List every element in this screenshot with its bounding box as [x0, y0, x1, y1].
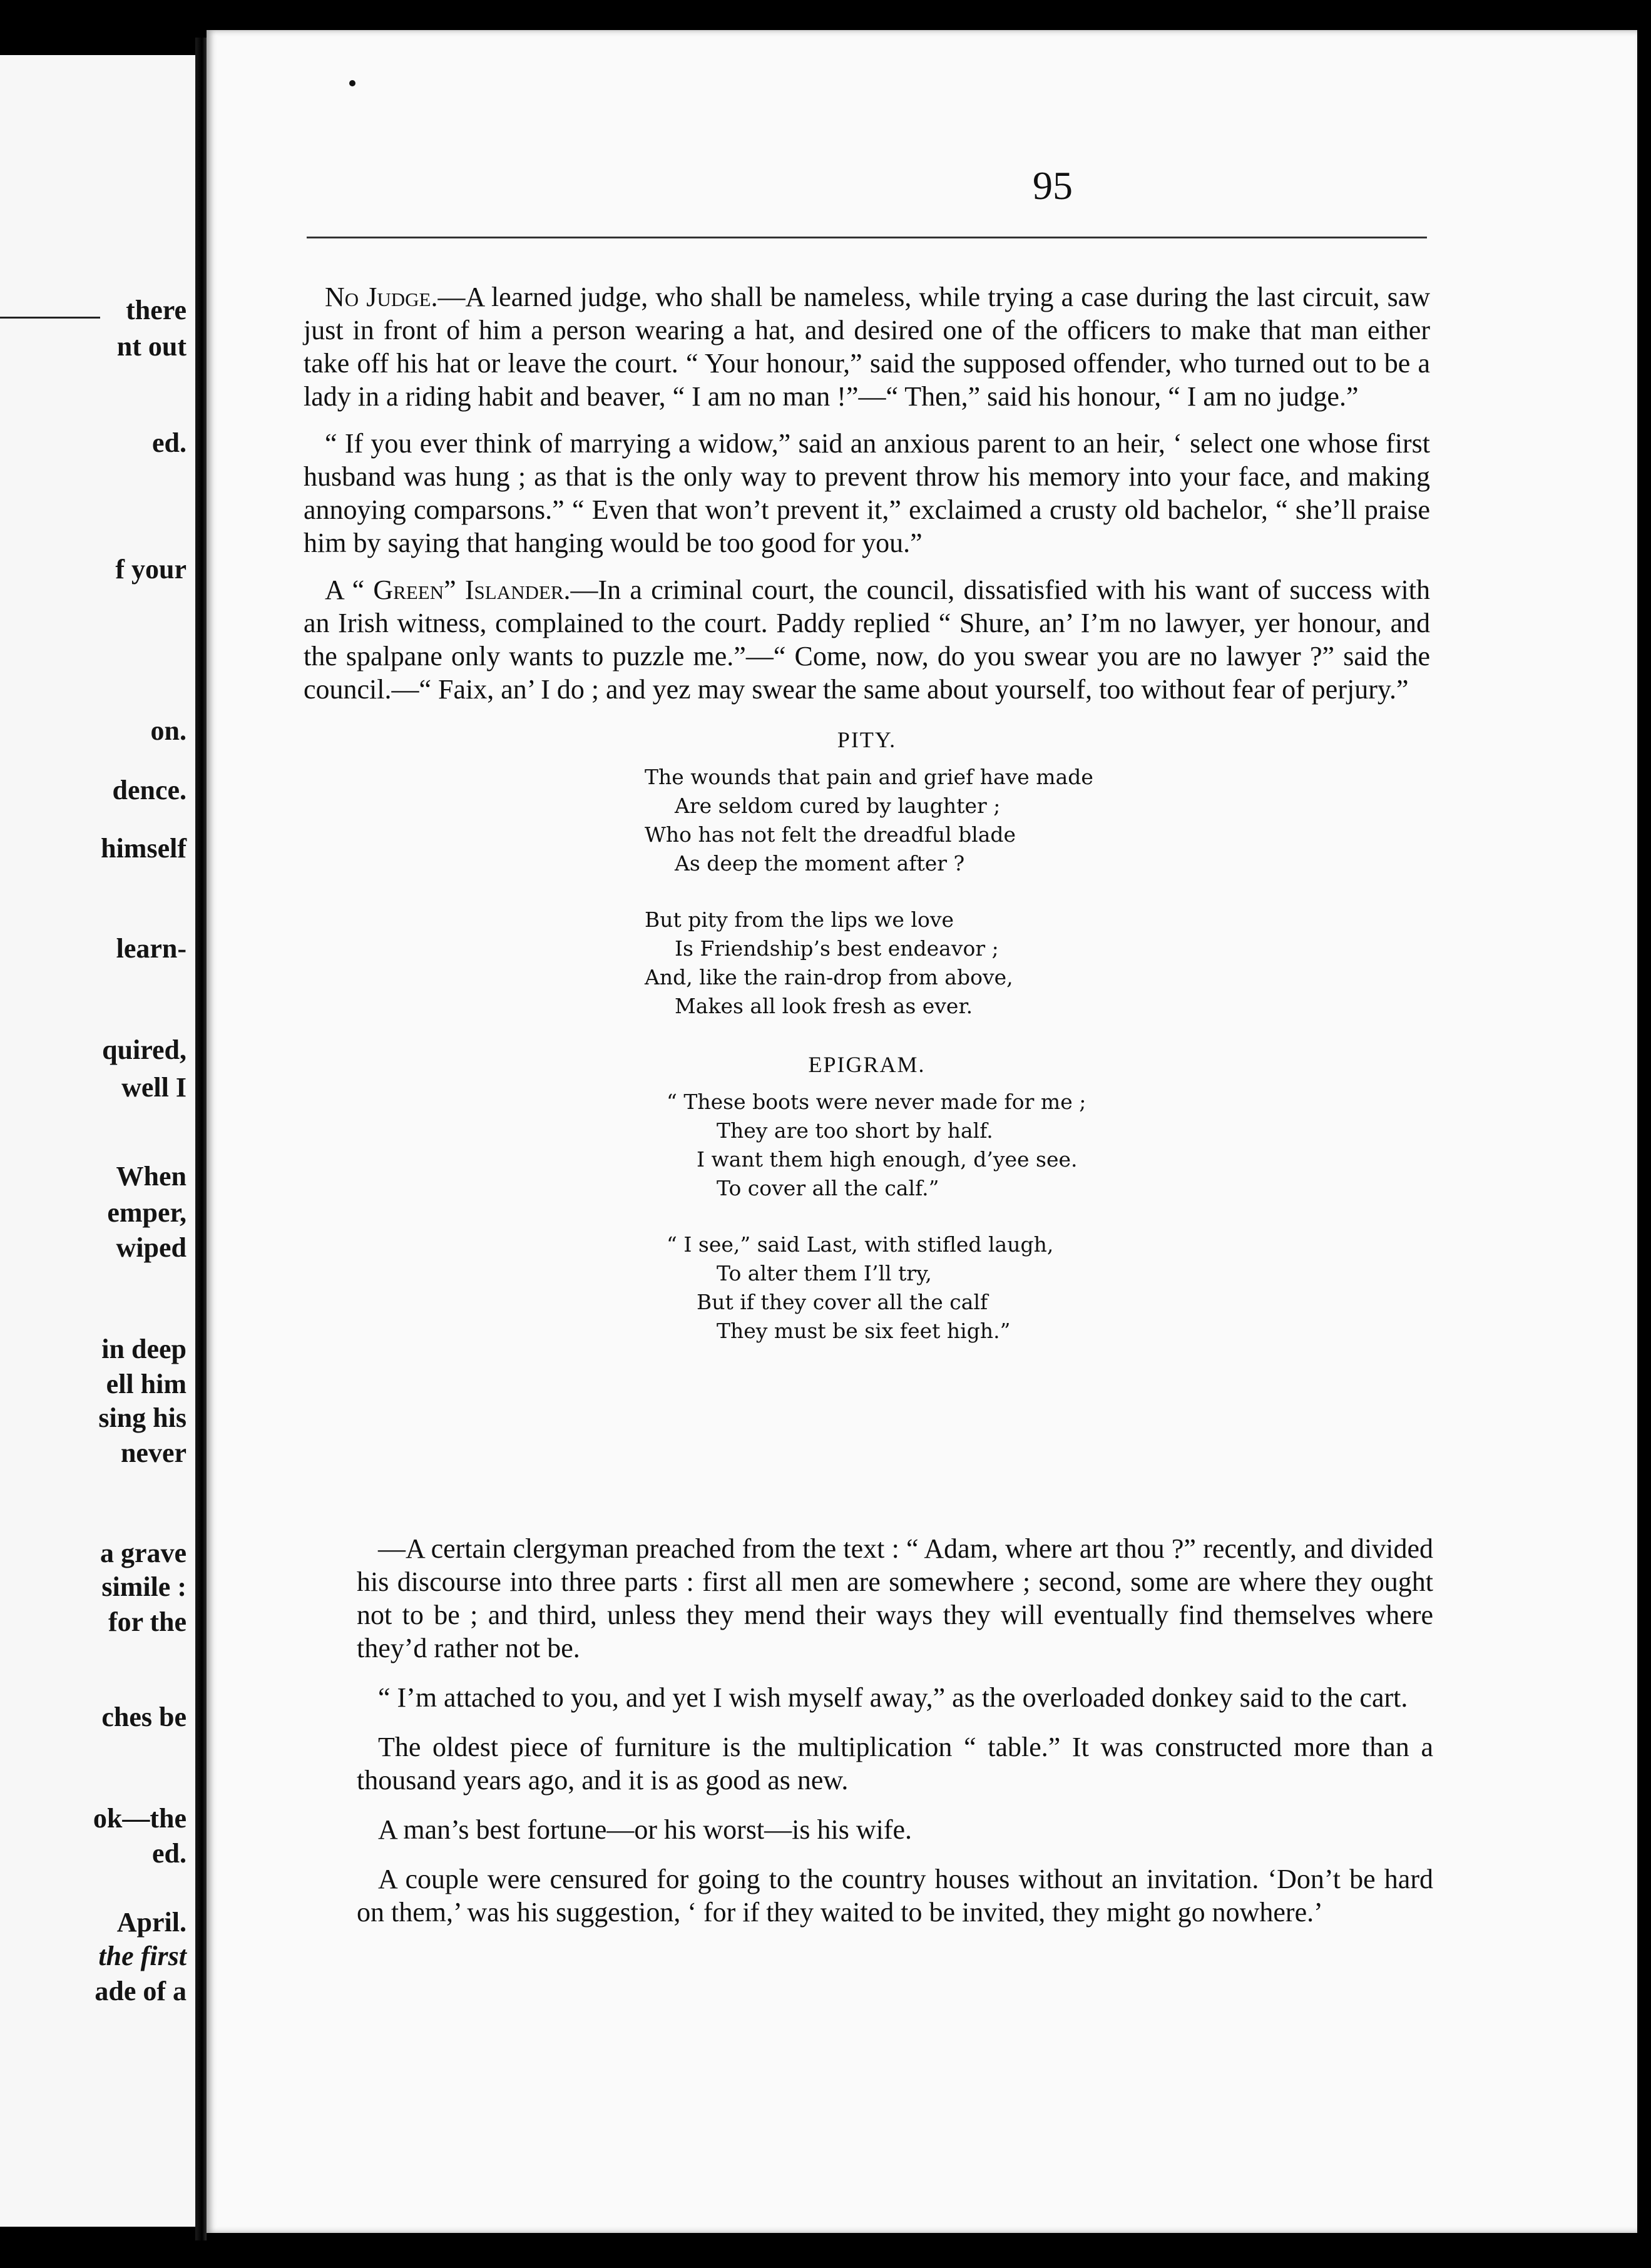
- previous-page-text-fragment: f your: [115, 554, 187, 585]
- paragraph-widow: “ If you ever think of marrying a widow,” said an anxious parent to an heir, ‘ select one whose first husband was hung ; as that is the only way to prevent throw his memory into your face, and making annoying comparsons.” “ Even that won’t prevent it,” exclaimed a crusty old bachelor, “ she’ll praise him by saying that hanging would be too good for you.”: [304, 428, 1430, 558]
- previous-page-text-fragment: the first: [98, 1941, 187, 1971]
- previous-page-text-fragment: When: [116, 1161, 187, 1192]
- previous-page-text-fragment: a grave: [100, 1538, 187, 1568]
- speck: [349, 80, 355, 86]
- previous-page-text-fragment: ok—the: [93, 1803, 187, 1834]
- main-text: [304, 280, 1430, 1373]
- previous-page-text-fragment: ell him: [106, 1369, 187, 1399]
- paragraph-clergyman: —A certain clergyman preached from the text : “ Adam, where art thou ?” recently, and divided his discourse into three parts : first all men are somewhere ; second, some are where they ought not to be ; and third, unless they mend their ways they will eventually find themselves where they’d rather not be.: [357, 1533, 1433, 1663]
- previous-page-text-fragment: for the: [108, 1606, 187, 1637]
- book-gutter: [195, 38, 207, 2240]
- previous-page-text-fragment: there: [126, 295, 187, 325]
- paragraph-green-islander: [304, 573, 1430, 706]
- poem-line: “ I see,” said Last, with stifled laugh,: [667, 1232, 1054, 1257]
- poem-pity: [304, 723, 1430, 1021]
- paragraph-heading: No Judge.: [325, 282, 438, 312]
- book-page: [207, 30, 1637, 2233]
- previous-page-text-fragment: emper,: [107, 1197, 187, 1228]
- previous-page-text-fragment: nt out: [116, 331, 187, 362]
- previous-page-text-fragment: April.: [116, 1907, 187, 1938]
- poem-line: Are seldom cured by laughter ;: [675, 794, 1001, 818]
- previous-page-text-fragment: ed.: [152, 427, 187, 458]
- previous-page-rule: [0, 317, 100, 319]
- poem-line: To alter them I’ll try,: [717, 1261, 932, 1285]
- previous-page-text-fragment: ed.: [152, 1838, 187, 1869]
- poem-title: PITY.: [837, 727, 897, 752]
- previous-page-text-fragment: never: [120, 1438, 187, 1468]
- previous-page-text-fragment: ches be: [101, 1702, 187, 1732]
- previous-page-edge: [0, 55, 195, 2227]
- poem-stanza: [645, 906, 1430, 1021]
- paragraph-couple: A couple were censured for going to the country houses without an invitation. ‘Don’t be hard on them,’ was his suggestion, ‘ for if they waited to be invited, they might go nowhere.’: [357, 1864, 1433, 1928]
- previous-page-text-fragment: learn-: [116, 933, 187, 964]
- paragraph-heading: A “ Green” Islander.: [325, 575, 571, 605]
- poem-epigram: [304, 1048, 1430, 1346]
- poem-line: “ These boots were never made for me ;: [667, 1090, 1086, 1114]
- previous-page-text-fragment: quired,: [102, 1034, 187, 1065]
- paragraph-furniture: The oldest piece of furniture is the multiplication “ table.” It was constructed more than a thousand years ago, and it is as good as new.: [357, 1732, 1433, 1796]
- previous-page-text-fragment: simile :: [101, 1571, 187, 1602]
- poem-line: Is Friendship’s best endeavor ;: [675, 936, 999, 961]
- poem-line: To cover all the calf.”: [717, 1176, 939, 1200]
- poem-stanza: [667, 1088, 1430, 1203]
- previous-page-text-fragment: ade of a: [95, 1976, 187, 2006]
- poem-title: EPIGRAM.: [808, 1052, 926, 1077]
- poem-line: They are too short by half.: [717, 1118, 993, 1143]
- paragraph-text: —A learned judge, who shall be nameless, while trying a case during the last circuit, saw just in front of him a person wearing a hat, and desired one of the officers to make that man either take off his hat or leave the court. “ Your honour,” said the supposed offender, who turned out to be a lady in a riding habit and beaver, “ I am no man !”—“ Then,” said his honour, “ I am no judge.”: [304, 282, 1430, 412]
- paragraph-donkey: “ I’m attached to you, and yet I wish myself away,” as the overloaded donkey said to the cart.: [378, 1682, 1408, 1713]
- previous-page-text-fragment: himself: [101, 833, 187, 864]
- previous-page-text-fragment: well I: [121, 1072, 187, 1103]
- poem-line: Who has not felt the dreadful blade: [645, 822, 1016, 847]
- paragraph-no-judge: [304, 280, 1430, 413]
- paragraph-fortune: A man’s best fortune—or his worst—is his wife.: [378, 1814, 912, 1845]
- poem-line: I want them high enough, d’yee see.: [697, 1147, 1078, 1172]
- poem-line: They must be six feet high.”: [717, 1319, 1011, 1343]
- lower-text: [357, 1532, 1433, 1945]
- poem-line: Makes all look fresh as ever.: [675, 994, 973, 1018]
- poem-line: And, like the rain-drop from above,: [645, 965, 1013, 989]
- poem-line: But if they cover all the calf: [697, 1290, 988, 1314]
- previous-page-text-fragment: dence.: [112, 775, 187, 805]
- previous-page-text-fragment: sing his: [98, 1402, 187, 1433]
- poem-body: [645, 763, 1430, 1021]
- previous-page-text-fragment: on.: [150, 715, 187, 746]
- poem-line: But pity from the lips we love: [645, 907, 954, 932]
- page-number: 95: [1033, 163, 1073, 208]
- poem-line: As deep the moment after ?: [675, 851, 965, 876]
- poem-line: The wounds that pain and grief have made: [645, 765, 1093, 789]
- poem-stanza: [645, 763, 1430, 878]
- previous-page-text-fragment: wiped: [116, 1232, 187, 1263]
- header-rule: [307, 237, 1427, 238]
- paragraph-text: —In a criminal court, the council, dissatisfied with his want of success with an Irish witness, complained to the court. Paddy replied “ Shure, an’ I’m no lawyer, yer honour, and the spalpane only wants to puzzle me.”—“ Come, now, do you swear you are no lawyer ?” said the council.—“ Faix, an’ I do ; and yez may swear the same about yourself, too without fear of perjury.”: [304, 575, 1430, 705]
- previous-page-text-fragment: in deep: [101, 1334, 187, 1364]
- poem-stanza: [667, 1230, 1430, 1346]
- poem-body: [667, 1088, 1430, 1346]
